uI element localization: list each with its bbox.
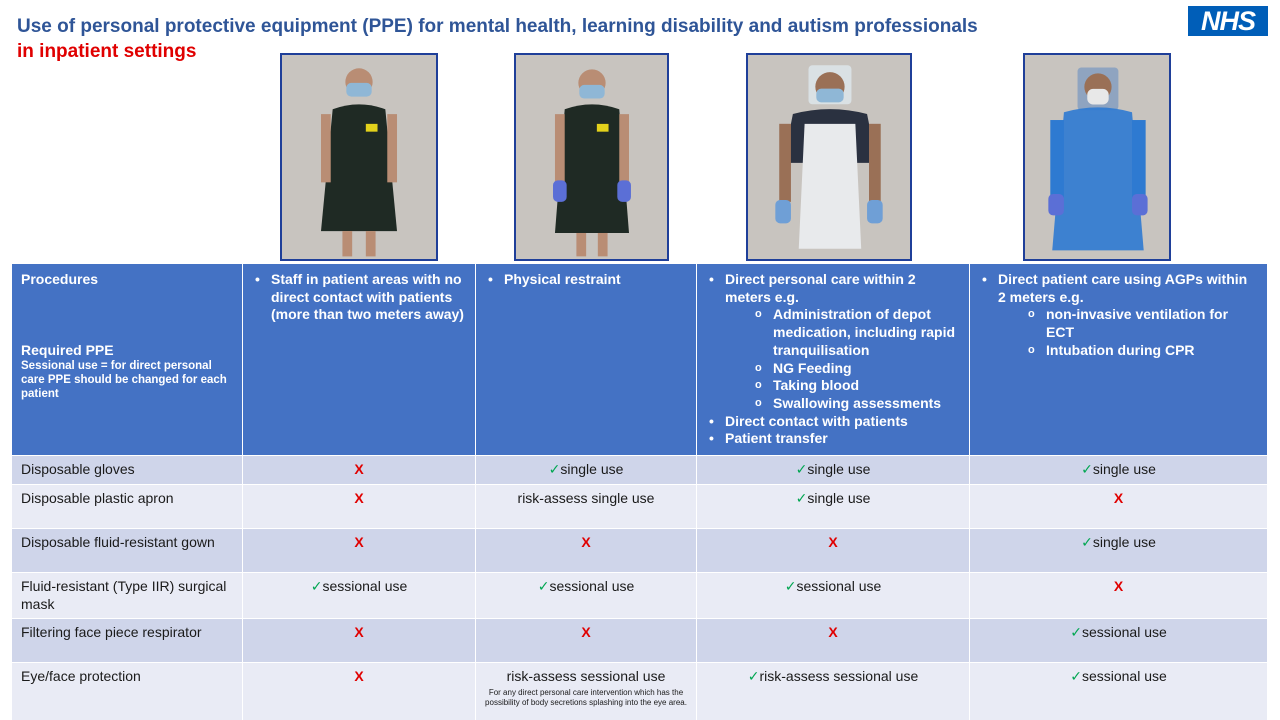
person-figure-icon (282, 55, 436, 259)
header-col-3-sub: o Administration of depot medication, including rapid tranquilisation (754, 306, 960, 359)
person-figure-icon (1025, 55, 1169, 259)
ppe-table (11, 263, 1268, 720)
photo-staff-dress-gloves (514, 53, 669, 261)
cell-text: single use (1092, 461, 1156, 478)
cell (697, 619, 970, 663)
check-icon: ✓ (747, 668, 760, 685)
nhs-logo: NHS (1188, 6, 1268, 36)
cell (243, 573, 476, 619)
cell (697, 485, 970, 529)
cell-text: single use (560, 461, 624, 478)
cross-icon: X (354, 668, 364, 685)
header-col-1-text: • Staff in patient areas with no direct contact with patients (more than two meters away) (252, 271, 466, 324)
required-ppe-label: Required PPE (21, 341, 114, 358)
cell (476, 619, 697, 663)
header-col-4-main: • Direct patient care using AGPs within 2 meters e.g. (979, 271, 1258, 306)
cell (970, 573, 1268, 619)
header-col-3-extra: • Patient transfer (706, 430, 960, 448)
header-col-3-main-text: Direct personal care within 2 meters e.g. (725, 271, 916, 305)
row-label: Fluid-resistant (Type IIR) surgical mask (12, 573, 243, 619)
check-icon: ✓ (1081, 534, 1093, 551)
cell (243, 663, 476, 720)
cell (476, 663, 697, 720)
cross-icon: X (581, 534, 591, 551)
cross-icon: X (1113, 490, 1124, 507)
check-icon: ✓ (795, 490, 808, 507)
cell-text: sessional use (796, 578, 882, 595)
header-col-3-main (706, 271, 960, 306)
procedures-label: Procedures (21, 271, 99, 287)
cell (243, 456, 476, 485)
cell (697, 663, 970, 720)
check-icon: ✓ (1070, 624, 1082, 641)
cross-icon: X (354, 461, 364, 478)
cell (697, 529, 970, 573)
check-icon: ✓ (795, 461, 808, 478)
cell (970, 619, 1268, 663)
table-row (12, 485, 1268, 529)
cell (697, 456, 970, 485)
header-col-3-sub: o Swallowing assessments (754, 395, 960, 413)
header-col-4-sub: o Intubation during CPR (1027, 342, 1258, 360)
cell-text: single use (807, 490, 871, 507)
check-icon: ✓ (1070, 668, 1082, 685)
cell (476, 456, 697, 485)
cell (243, 619, 476, 663)
required-ppe-note: Sessional use = for direct personal care PPE should be changed for each patient (21, 360, 227, 401)
cell (970, 529, 1268, 573)
cell-text: sessional use (322, 578, 408, 595)
cell-text: sessional use (1081, 624, 1167, 641)
header-col-2 (476, 264, 697, 456)
check-icon: ✓ (784, 578, 797, 595)
cross-icon: X (354, 624, 364, 641)
table-row (12, 619, 1268, 663)
header-col-3-sub: o NG Feeding (754, 360, 960, 378)
header-procedures-cell (12, 264, 243, 456)
row-label: Disposable gloves (12, 456, 243, 485)
table-row (12, 529, 1268, 573)
cell (970, 663, 1268, 720)
check-icon: ✓ (1081, 461, 1093, 478)
table-row (12, 456, 1268, 485)
table-row (12, 573, 1268, 619)
row-label: Disposable plastic apron (12, 485, 243, 529)
cell (243, 485, 476, 529)
check-icon: ✓ (548, 461, 561, 478)
cell-text: single use (1092, 534, 1156, 551)
table-row (12, 663, 1268, 720)
title-line-2: in inpatient settings (17, 41, 197, 62)
header-col-4-sub: o non-invasive ventilation for ECT (1027, 306, 1258, 341)
table-header-row (12, 264, 1268, 456)
title-line-1: Use of personal protective equipment (PPE) for mental health, learning disability and autism professionals (17, 16, 978, 37)
cross-icon: X (354, 490, 364, 507)
photo-staff-gown-visor (1023, 53, 1171, 261)
cross-icon: X (828, 624, 838, 641)
cell-text: single use (807, 461, 871, 478)
person-figure-icon (516, 55, 667, 259)
row-label: Filtering face piece respirator (12, 619, 243, 663)
photo-staff-apron (746, 53, 912, 261)
cell (476, 529, 697, 573)
cross-icon: X (581, 624, 591, 641)
header-col-3-sub: o Taking blood (754, 377, 960, 395)
header-col-2-text: • Physical restraint (485, 271, 687, 289)
cell (970, 456, 1268, 485)
eye-protection-note: For any direct personal care intervention which has the possibility of body secretions splashing into the eye area. (485, 687, 687, 707)
cell (476, 485, 697, 529)
cell (970, 485, 1268, 529)
cell (243, 529, 476, 573)
cell-text: risk-assess sessional use (506, 668, 666, 685)
header-col-1 (243, 264, 476, 456)
cell-text: risk-assess single use (517, 490, 655, 507)
check-icon: ✓ (310, 578, 323, 595)
cross-icon: X (354, 534, 364, 551)
header-col-4 (970, 264, 1268, 456)
person-figure-icon (748, 55, 910, 259)
cell (476, 573, 697, 619)
row-label: Eye/face protection (12, 663, 243, 720)
cell-text: sessional use (549, 578, 635, 595)
header-col-3 (697, 264, 970, 456)
row-label: Disposable fluid-resistant gown (12, 529, 243, 573)
cross-icon: X (828, 534, 838, 551)
cell-text: risk-assess sessional use (759, 668, 919, 685)
cell-text: sessional use (1081, 668, 1167, 685)
check-icon: ✓ (537, 578, 550, 595)
cell (697, 573, 970, 619)
photo-staff-dress-mask (280, 53, 438, 261)
header-col-3-extra: • Direct contact with patients (706, 413, 960, 431)
cross-icon: X (1113, 578, 1124, 595)
